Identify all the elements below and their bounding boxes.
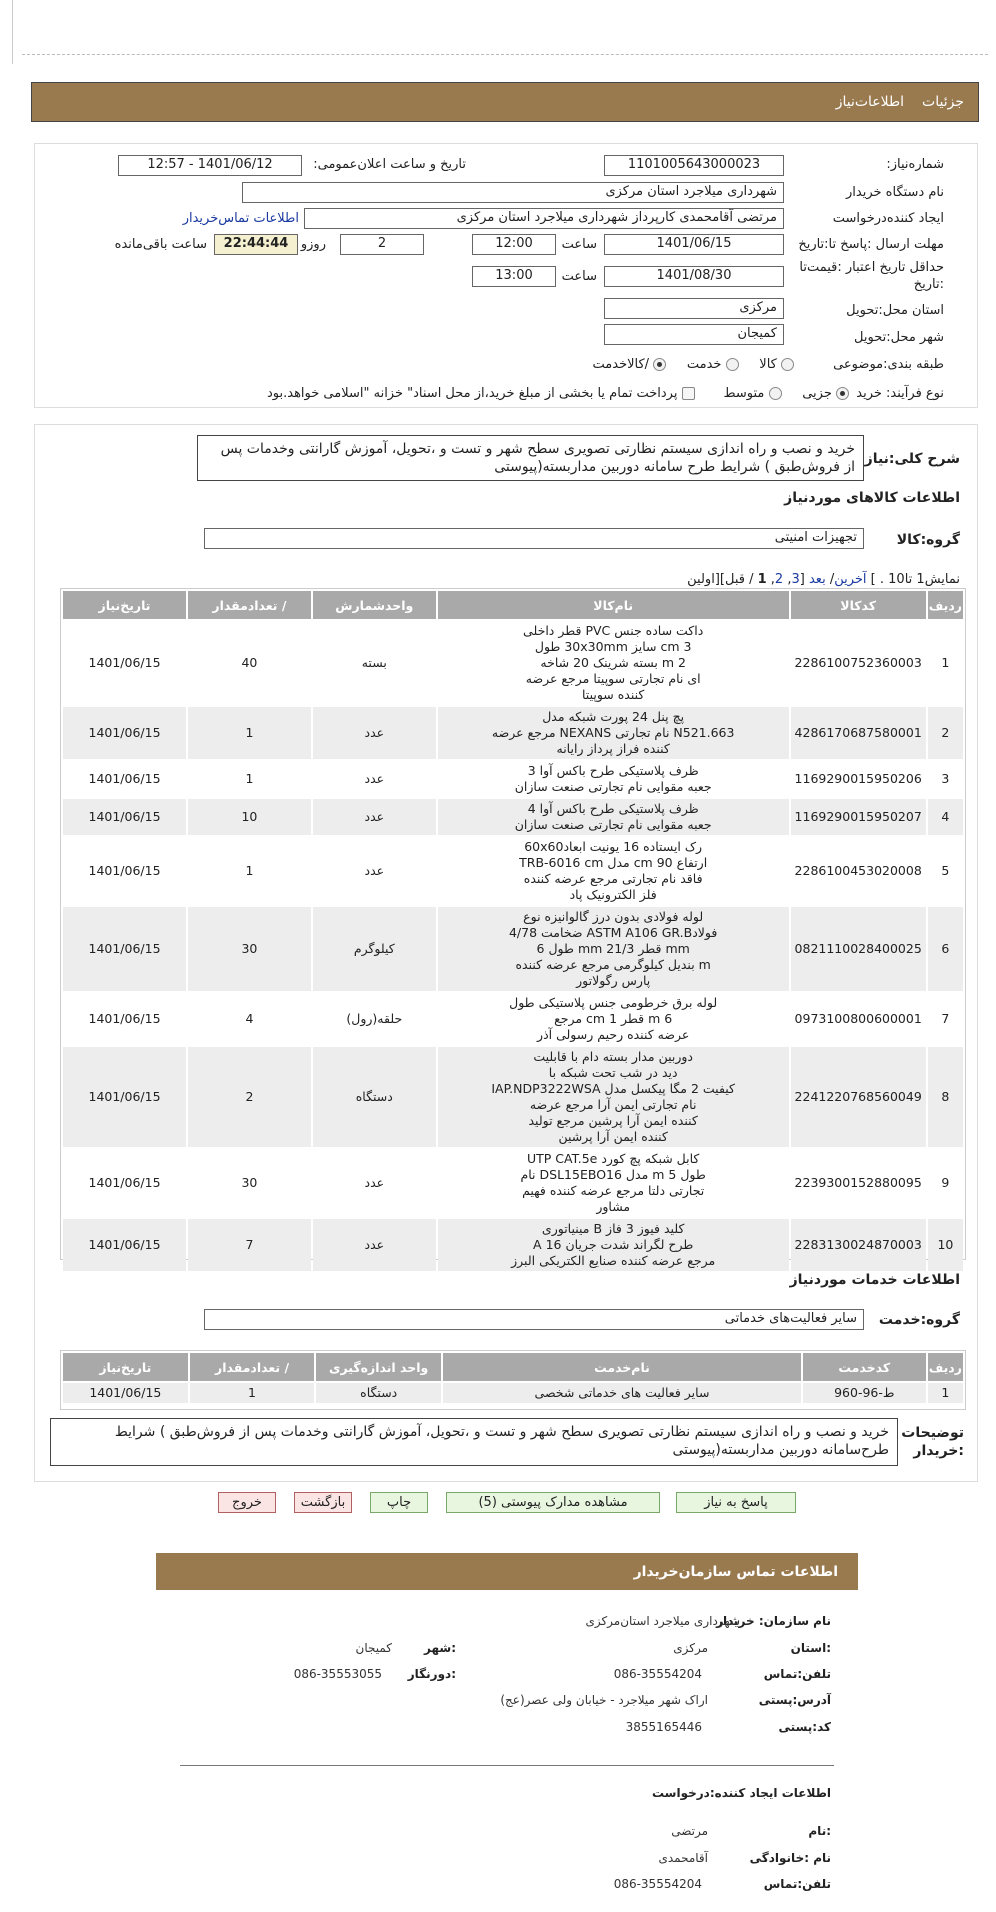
svc-row-number: 1 [928, 1383, 963, 1403]
contact-phone-label: تلفن:تماس [763, 1667, 831, 1681]
col-name: نام‌کالا [438, 591, 789, 619]
table-row [63, 799, 963, 835]
item-name-line: فاقد نام تجارتی مرجع عرضه کننده [523, 871, 703, 886]
item-name-line: دید در شب تحت شبکه با [548, 1065, 678, 1080]
row-number: 1 [928, 621, 963, 705]
item-unit: کیلوگرم [313, 907, 436, 991]
process-partial-radio[interactable] [836, 387, 849, 400]
item-name [438, 1149, 789, 1217]
pagination-prefix: نمایش1 تا10 . ] [866, 572, 960, 587]
item-code: 2241220768560049 [791, 1047, 926, 1147]
item-name-line: فولادASTM A106 GR.B ضخامت 4/78 [508, 925, 718, 940]
item-name [438, 837, 789, 905]
province-label: استان محل:تحویل [846, 303, 944, 318]
item-qty: 2 [188, 1047, 311, 1147]
days-label: روزو [300, 237, 326, 252]
buyer-org-field: شهرداری میلاجرد استان مرکزی [242, 182, 784, 203]
item-unit: عدد [313, 1149, 436, 1217]
buyer-notes-label: توضیحات :خریدار [901, 1425, 964, 1459]
item-unit: عدد [313, 1219, 436, 1271]
col-qty: / تعدادمقدار [188, 591, 311, 619]
svc-date: 1401/06/15 [63, 1383, 188, 1403]
svc-col-row: ردیف [928, 1353, 963, 1381]
deadline-date-field: 1401/06/15 [604, 234, 784, 255]
creator-field: مرتضی آقامحمدی کارپرداز شهرداری میلاجرد استان مرکزی [304, 208, 784, 229]
deadline-label: مهلت ارسال :پاسخ تا:تاریخ [798, 237, 944, 252]
item-code: 4286170687580001 [791, 707, 926, 759]
item-name-line: ظرف پلاستیکی طرح باکس آوا 4 [527, 801, 699, 816]
item-name-line: کیفیت 2 مگا پیکسل مدل IAP.NDP3222WSA [491, 1081, 736, 1096]
item-name-line: کابل شبکه پچ کورد UTP CAT.5e [526, 1151, 700, 1166]
item-name-line: داکت ساده جنس PVC قطر داخلی [523, 623, 704, 638]
svc-unit: دستگاه [316, 1383, 441, 1403]
city-label: شهر محل:تحویل [854, 330, 944, 345]
item-name-line: کلید فیوز 3 فاز B مینیاتوری [541, 1221, 685, 1236]
contact-fax-value: 086-35553055 [293, 1667, 382, 1681]
svc-code: ط-96-960 [803, 1383, 926, 1403]
table-row [63, 993, 963, 1045]
item-name-line: نام تجارتی ایمن آرا مرجع عرضه [529, 1097, 697, 1112]
item-name [438, 799, 789, 835]
item-qty: 1 [188, 707, 311, 759]
announce-label: تاریخ و ساعت اعلان‌عمومی: [313, 157, 466, 172]
item-date: 1401/06/15 [63, 837, 186, 905]
goods-group-label: گروه:کالا [896, 532, 960, 548]
item-name-line: دوربین مدار بسته دام با قابلیت [533, 1049, 693, 1064]
buyer-contact-link[interactable]: اطلاعات تماس‌خریدار [182, 211, 299, 226]
item-name-line: لوله فولادی بدون درز گالوانیزه نوع [523, 909, 704, 924]
exit-button[interactable]: خروج [218, 1492, 276, 1513]
table-row [63, 761, 963, 797]
item-name-line: تجارتی دلتا مرجع عرضه کننده فهیم [522, 1183, 705, 1198]
svc-name: سایر فعالیت های خدماتی شخصی [443, 1383, 801, 1403]
services-section-title: اطلاعات خدمات موردنیاز [789, 1272, 960, 1288]
row-number: 3 [928, 761, 963, 797]
services-group-field: سایر فعالیت‌های خدماتی [204, 1309, 864, 1330]
row-number: 2 [928, 707, 963, 759]
creator-label: ایجاد کننده‌درخواست [832, 211, 944, 226]
item-code: 1169290015950207 [791, 799, 926, 835]
category-goods-radio[interactable] [781, 358, 794, 371]
item-name-line: مشاور [596, 1199, 631, 1214]
item-name-line: کننده سوپیتا [582, 687, 645, 702]
item-name-line: رک ایستاده 16 یونیت ابعاد60x60 [524, 839, 703, 854]
back-button[interactable]: بازگشت [294, 1492, 352, 1513]
services-table-frame [60, 1350, 966, 1410]
item-name-line: جعبه مقوایی نام تجارتی صنعت سازان [514, 817, 712, 832]
contact-phone-value: 086-35554204 [613, 1667, 702, 1681]
item-date: 1401/06/15 [63, 1149, 186, 1217]
item-qty: 7 [188, 1219, 311, 1271]
col-unit: واحدشمارش [313, 591, 436, 619]
contact-province-value: مرکزی [673, 1641, 708, 1655]
item-unit: عدد [313, 707, 436, 759]
page-header-bar [31, 82, 979, 122]
validity-label-2: :تاریخ [913, 277, 944, 292]
goods-table-body [63, 621, 963, 1271]
table-row [63, 1383, 963, 1403]
svc-col-date: تاریخ‌نیاز [63, 1353, 188, 1381]
item-name [438, 907, 789, 991]
item-date: 1401/06/15 [63, 799, 186, 835]
respond-button[interactable]: پاسخ به نیاز [676, 1492, 796, 1513]
need-number-label: شماره‌نیاز: [886, 157, 944, 172]
item-date: 1401/06/15 [63, 761, 186, 797]
validity-label: حداقل تاریخ اعتبار :قیمت‌تا [799, 260, 944, 275]
contact-address-value: اراک شهر میلاجرد - خیابان ولی عصر(عج) [500, 1693, 708, 1707]
table-row [63, 1149, 963, 1217]
buyer-notes-box: خرید و نصب و راه اندازی سیستم نظارتی تصویری سطح شهر و تست و ،تحویل، آموزش گارانتی وخدمات پس از فروش‌طبق ) شرایط طرح‌سامانه دوربین مداربسته(پیوستی [50, 1418, 898, 1466]
validity-time-field: 13:00 [472, 266, 556, 287]
goods-table-header [63, 591, 963, 619]
province-field: مرکزی [604, 298, 784, 319]
pagination-suffix: / قبل][اولین [687, 572, 754, 587]
buyer-org-label: نام دستگاه‌ خریدار [846, 185, 944, 200]
services-table [61, 1351, 965, 1405]
col-code: کدکالا [791, 591, 926, 619]
contact-postal-value: 3855165446 [625, 1720, 702, 1734]
contact-org-label: نام سازمان: خریدار [716, 1614, 831, 1628]
item-unit: عدد [313, 799, 436, 835]
svc-col-unit: واحد اندازه‌گیری [316, 1353, 441, 1381]
contact-province-label: :استان [790, 1641, 831, 1655]
row-number: 4 [928, 799, 963, 835]
item-name-line: لوله برق خرطومی جنس پلاستیکی طول [509, 995, 718, 1010]
creator-phone-value: 086-35554204 [613, 1877, 702, 1891]
item-name-line: 2 m بسته شرینک 20 شاخه [540, 655, 686, 670]
item-qty: 4 [188, 993, 311, 1045]
row-number: 10 [928, 1219, 963, 1271]
contact-header-bar [156, 1553, 858, 1590]
item-name-line: کننده فراز پرداز رایانه [556, 741, 670, 756]
goods-group-field: تجهیزات امنیتی [204, 528, 864, 549]
process-label: نوع فرآیند: خرید [856, 386, 944, 401]
contact-divider [180, 1765, 834, 1766]
category-label: طبقه بندی:موضوعی [833, 357, 944, 372]
item-name-line: 6 m قطر 1 cm مرجع [554, 1011, 673, 1026]
item-qty: 1 [188, 837, 311, 905]
row-number: 8 [928, 1047, 963, 1147]
item-name-line: m بندیل کیلوگرمی مرجع عرضه کننده [515, 957, 711, 972]
category-goods-service-radio[interactable] [653, 358, 666, 371]
services-table-header [63, 1353, 963, 1381]
deadline-time-label: ساعت [561, 237, 597, 252]
tab-need-info[interactable]: اطلاعات‌نیاز [835, 94, 905, 110]
process-options [267, 386, 849, 401]
table-row [63, 1219, 963, 1271]
contact-address-label: آدرس:پستی [758, 1693, 831, 1707]
item-date: 1401/06/15 [63, 993, 186, 1045]
item-name-line: mm قطر 21/3 mm طول 6 [536, 941, 690, 956]
remaining-timer: 22:44:44 [214, 234, 298, 255]
item-name-line: کننده ایمن آرا پرشین [558, 1129, 668, 1144]
item-name [438, 1047, 789, 1147]
top-dashed-line [22, 54, 988, 55]
item-date: 1401/06/15 [63, 707, 186, 759]
row-number: 6 [928, 907, 963, 991]
payment-checkbox[interactable] [682, 387, 695, 400]
item-qty: 10 [188, 799, 311, 835]
print-button[interactable]: چاپ [370, 1492, 428, 1513]
item-unit: حلقه(رول) [313, 993, 436, 1045]
item-unit: عدد [313, 837, 436, 905]
creator-family-value: آقامحمدی [658, 1851, 708, 1865]
creator-info-title: اطلاعات ایجاد کننده:درخواست [651, 1786, 831, 1800]
item-code: 0973100800600001 [791, 993, 926, 1045]
item-qty: 1 [188, 761, 311, 797]
pagination-page-2[interactable]: 2 [774, 572, 784, 587]
item-name-line: مرجع عرضه کننده صنایع الکتریکی البرز [511, 1253, 716, 1268]
item-name [438, 621, 789, 705]
pagination-last[interactable]: آخرین [834, 572, 867, 587]
creator-name-label: :نام [808, 1824, 831, 1838]
general-desc-label: شرح کلی:نیاز [864, 451, 960, 467]
item-code: 1169290015950206 [791, 761, 926, 797]
row-number: 5 [928, 837, 963, 905]
announce-field: 1401/06/12 - 12:57 [118, 155, 302, 176]
category-goods-service-label: /کالاخدمت [592, 357, 650, 372]
pagination-next[interactable]: بعد [808, 572, 826, 587]
need-number-field: 1101005643000023 [604, 155, 784, 176]
pagination-page-1: 1 [757, 572, 767, 587]
remaining-label: ساعت باقی‌مانده [114, 237, 207, 252]
item-name-line: عرضه کننده رحیم رسولی آذر [537, 1027, 690, 1042]
table-row [63, 1047, 963, 1147]
table-row [63, 837, 963, 905]
item-unit: بسته [313, 621, 436, 705]
contact-title: اطلاعات تماس سازمان‌خریدار [633, 1563, 838, 1580]
item-name-line: جعبه مقوایی نام تجارتی صنعت سازان [514, 779, 712, 794]
item-name-line: کننده ایمن آرا پرشین مرجع تولید [528, 1113, 698, 1128]
category-service-label: خدمت [686, 357, 722, 372]
category-options [593, 357, 794, 372]
item-name [438, 761, 789, 797]
goods-table [61, 589, 965, 1273]
item-name [438, 1219, 789, 1271]
goods-pagination: نمایش1 تا10 . ] آخرین/ بعد [3, 2, 1 / قبل][اولین [687, 572, 960, 587]
item-qty: 40 [188, 621, 311, 705]
item-name-line: ظرف پلاستیکی طرح باکس آوا 3 [527, 763, 699, 778]
creator-phone-label: تلفن:تماس [763, 1877, 831, 1891]
svc-col-code: کدخدمت [803, 1353, 926, 1381]
services-group-label: گروه:خدمت [878, 1312, 960, 1328]
validity-time-label: ساعت [561, 269, 597, 284]
contact-org-value: شهرداری میلاجرد استان‌مرکزی [585, 1614, 740, 1628]
validity-date-field: 1401/08/30 [604, 266, 784, 287]
item-date: 1401/06/15 [63, 621, 186, 705]
pagination-page-3[interactable]: 3 [791, 572, 800, 587]
svc-qty: 1 [190, 1383, 315, 1403]
svc-col-qty: / تعدادمقدار [190, 1353, 315, 1381]
process-medium-radio[interactable] [769, 387, 782, 400]
item-qty: 30 [188, 1149, 311, 1217]
col-row: ردیف [928, 591, 963, 619]
city-field: کمیجان [604, 324, 784, 345]
goods-table-frame [60, 588, 966, 1268]
col-date: تاریخ‌نیاز [63, 591, 186, 619]
attachments-button[interactable]: مشاهده مدارک پیوستی (5) [446, 1492, 660, 1513]
process-medium-label: متوسط [723, 386, 765, 401]
item-qty: 30 [188, 907, 311, 991]
table-row [63, 907, 963, 991]
item-unit: دستگاه [313, 1047, 436, 1147]
item-name [438, 707, 789, 759]
category-service-radio[interactable] [726, 358, 739, 371]
days-field: 2 [340, 234, 424, 255]
creator-family-label: نام :خانوادگی [749, 1851, 831, 1865]
item-name-line: N521.663 نام تجارتی NEXANS مرجع عرضه [491, 725, 735, 740]
item-name-line: فلز الکترونیک پاد [569, 887, 657, 902]
item-code: 2239300152880095 [791, 1149, 926, 1217]
contact-city-value: کمیجان [355, 1641, 392, 1655]
svc-col-name: نام‌خدمت [443, 1353, 801, 1381]
item-code: 2286100453020008 [791, 837, 926, 905]
table-row [63, 621, 963, 705]
process-partial-label: جزیی [802, 386, 832, 401]
contact-postal-label: کد:پستی [778, 1720, 831, 1734]
item-name-line: پارس رگولاتور [576, 973, 651, 988]
item-date: 1401/06/15 [63, 1047, 186, 1147]
goods-section-title: اطلاعات کالاهای موردنیاز [784, 490, 960, 506]
payment-note: پرداخت تمام یا بخشی از مبلغ خرید،از محل اسناد" خزانه "اسلامی خواهد.بود [267, 386, 678, 401]
item-unit: عدد [313, 761, 436, 797]
item-name [438, 993, 789, 1045]
row-number: 7 [928, 993, 963, 1045]
item-code: 0821110028400025 [791, 907, 926, 991]
item-date: 1401/06/15 [63, 1219, 186, 1271]
item-code: 2283130024870003 [791, 1219, 926, 1271]
deadline-time-field: 12:00 [472, 234, 556, 255]
item-name-line: طرح لگراند شدت جریان 16 A [533, 1237, 694, 1252]
table-row [63, 707, 963, 759]
item-name-line: 3 cm سایز 30x30mm طول [534, 639, 692, 654]
category-goods-label: کالا [759, 357, 777, 372]
contact-fax-label: :دورنگار [407, 1667, 456, 1681]
tab-details[interactable]: جزئیات [922, 94, 964, 110]
creator-name-value: مرتضی [671, 1824, 708, 1838]
contact-city-label: :شهر [424, 1641, 456, 1655]
item-name-line: ای نام تجارتی سوپیتا مرجع عرضه [525, 671, 701, 686]
item-code: 2286100752360003 [791, 621, 926, 705]
item-name-line: پچ پنل 24 پورت شبکه مدل [542, 709, 685, 724]
item-name-line: ارتفاع 90 cm مدل TRB-6016 cm [519, 855, 708, 870]
row-number: 9 [928, 1149, 963, 1217]
left-edge-line [12, 0, 13, 64]
item-name-line: طول 5 m مدل DSL15EBO16 نام [520, 1167, 706, 1182]
general-desc-box: خرید و نصب و راه اندازی سیستم نظارتی تصویری سطح شهر و تست و ،تحویل، آموزش گارانتی وخدمات پس از فروش‌طبق ) شرایط طرح سامانه دوربین مداربسته(پیوستی [197, 435, 864, 481]
item-date: 1401/06/15 [63, 907, 186, 991]
